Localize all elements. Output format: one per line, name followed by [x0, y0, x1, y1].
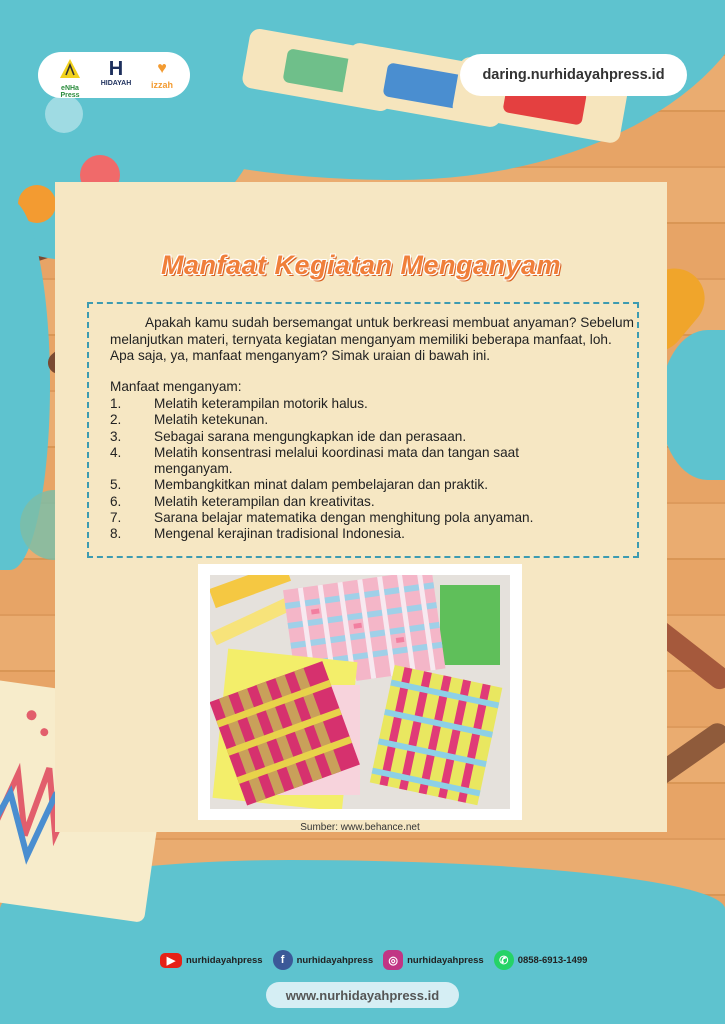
list-item: 1. Melatih keterampilan motorik halus.	[110, 396, 368, 411]
social-links	[160, 950, 587, 970]
enha-logo: eNHa Press	[52, 58, 88, 99]
social-facebook[interactable]: f nurhidayahpress	[273, 950, 374, 970]
social-instagram[interactable]: ◎ nurhidayahpress	[383, 950, 484, 970]
weaving-photo	[210, 575, 510, 809]
whatsapp-icon: ✆	[494, 950, 514, 970]
youtube-icon: ▶	[160, 953, 182, 968]
benefits-heading: Manfaat menganyam:	[110, 379, 242, 394]
benefits-list	[110, 396, 630, 543]
izzah-logo: ♥ izzah	[150, 60, 173, 90]
website-link[interactable]: www.nurhidayahpress.id	[266, 982, 459, 1008]
intro-text: Apakah kamu sudah bersemangat untuk berkreasi membuat anyaman? Sebelum melanjutkan materi, ternyata kegiatan menganyam memiliki beberapa manfaat, loh. Apa saja, ya, manfaat menganyam? Simak uraian di bawah ini.	[110, 315, 634, 364]
instagram-icon: ◎	[383, 950, 403, 970]
list-item: 2. Melatih ketekunan.	[110, 412, 269, 428]
list-item: 6. Melatih keterampilan dan kreativitas.	[110, 493, 375, 509]
hidayah-logo: H HIDAYAH	[100, 58, 132, 87]
paint-dot	[45, 95, 83, 133]
facebook-icon: f	[273, 950, 293, 970]
social-whatsapp[interactable]: ✆ 0858-6913-1499	[494, 950, 588, 970]
publisher-logos	[38, 52, 190, 98]
intro-paragraph	[110, 315, 635, 365]
image-caption: Sumber: www.behance.net	[300, 822, 420, 833]
page-title: Manfaat Kegiatan Menganyam	[160, 250, 562, 280]
list-item: 8. Mengenal kerajinan tradisional Indonesia.	[110, 526, 405, 542]
list-item: 5. Membangkitkan minat dalam pembelajaran dan praktik.	[110, 477, 488, 493]
list-item: 4. Melatih konsentrasi melalui koordinasi mata dan tangan saat menganyam.	[110, 444, 519, 477]
list-item: 3. Sebagai sarana mengungkapkan ide dan perasaan.	[110, 428, 467, 444]
list-item: 7. Sarana belajar matematika dengan menghitung pola anyaman.	[110, 510, 534, 526]
site-url-badge[interactable]: daring.nurhidayahpress.id	[460, 54, 687, 96]
social-youtube[interactable]: ▶ nurhidayahpress	[160, 953, 263, 968]
